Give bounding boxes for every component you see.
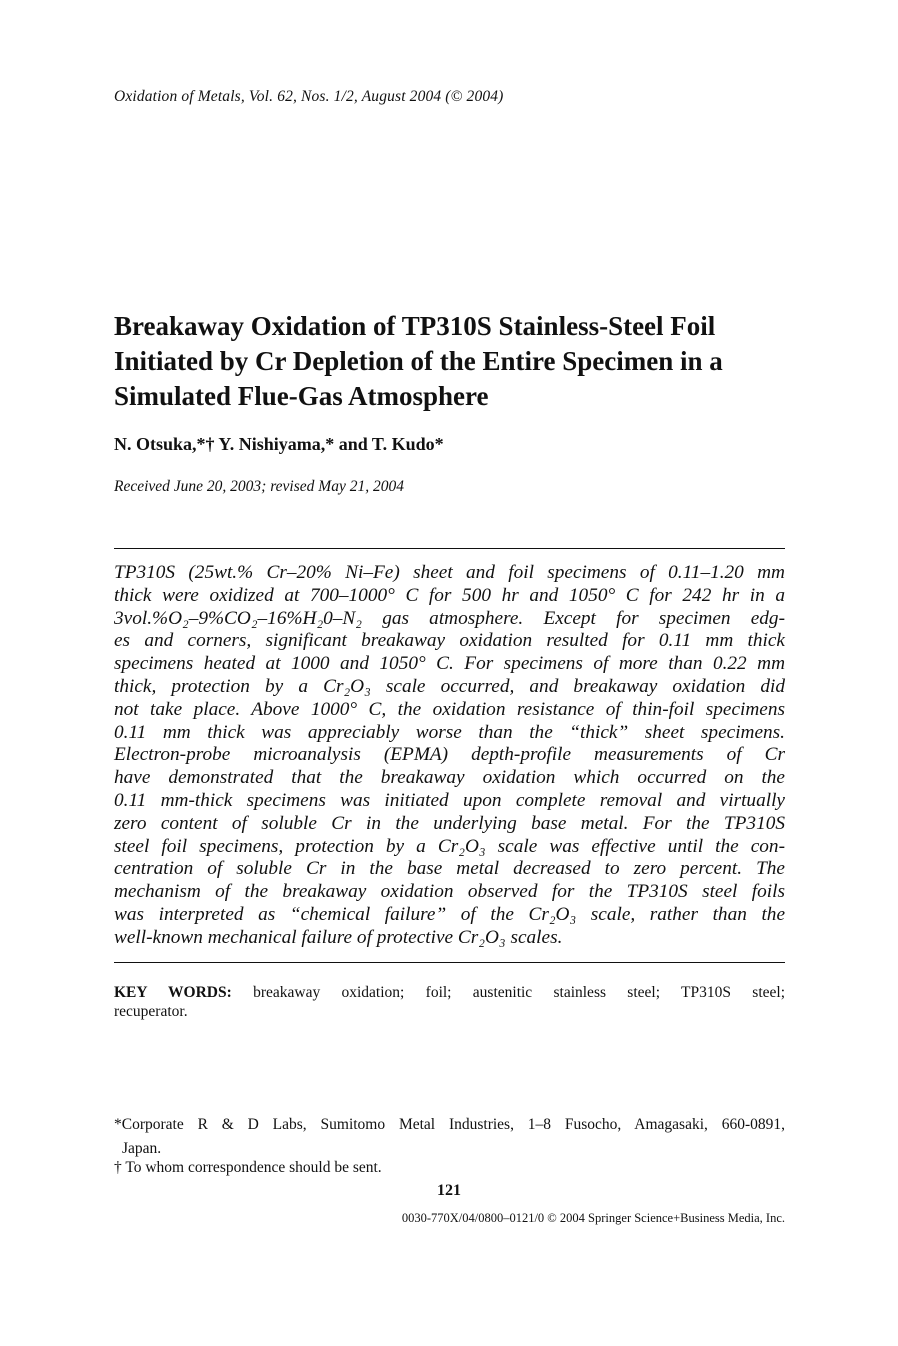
- abstract-line: zero content of soluble Cr in the underlying base metal. For the TP310S: [114, 812, 785, 834]
- page-number-container: [0, 1182, 898, 1200]
- abstract-line: not take place. Above 1000° C, the oxidation resistance of thin-foil specimens: [114, 698, 785, 720]
- title-line: Initiated by Cr Depletion of the Entire Specimen in a: [114, 346, 723, 376]
- affiliation-footnote: *Corporate R & D Labs, Sumitomo Metal Industries, 1–8 Fusocho, Amagasaki, 660-0891,: [114, 1116, 785, 1133]
- abstract-line: steel foil specimens, protection by a Cr₂O₃ scale was effective until the con-: [114, 835, 785, 857]
- abstract-line: thick were oxidized at 700–1000° C for 500 hr and 1050° C for 242 hr in a: [114, 584, 785, 606]
- abstract-line: 0.11 mm thick was appreciably worse than the “thick” sheet specimens.: [114, 721, 785, 743]
- title-line: Breakaway Oxidation of TP310S Stainless-Steel Foil: [114, 311, 716, 341]
- abstract-line: TP310S (25wt.% Cr–20% Ni–Fe) sheet and foil specimens of 0.11–1.20 mm: [114, 562, 785, 583]
- keywords-line-continued: recuperator.: [114, 1003, 188, 1020]
- abstract-line: mechanism of the breakaway oxidation observed for the TP310S steel foils: [114, 881, 785, 903]
- keywords-line: [114, 983, 785, 1002]
- affiliation-footnote-continued: Japan.: [122, 1140, 162, 1157]
- article-title: [114, 309, 794, 414]
- abstract-line: Electron-probe microanalysis (EPMA) depth-profile measurements of Cr: [114, 744, 785, 766]
- journal-header: Oxidation of Metals, Vol. 62, Nos. 1/2, August 2004 (© 2004): [114, 88, 504, 105]
- abstract-line: 3vol.%O₂–9%CO₂–16%H₂0–N₂ gas atmosphere. Except for specimen edg-: [114, 607, 785, 629]
- abstract-line: specimens heated at 1000 and 1050° C. For specimens of more than 0.22 mm: [114, 653, 785, 675]
- abstract-line: es and corners, significant breakaway oxidation resulted for 0.11 mm thick: [114, 630, 785, 652]
- keywords-label: KEY WORDS:: [114, 984, 232, 1001]
- keywords-list: breakaway oxidation; foil; austenitic stainless steel; TP310S steel;: [253, 984, 785, 1001]
- abstract: [114, 562, 785, 950]
- page-number: 121: [437, 1182, 461, 1199]
- title-line: Simulated Flue-Gas Atmosphere: [114, 381, 489, 411]
- copyright-line: 0030-770X/04/0800–0121/0 © 2004 Springer Science+Business Media, Inc.: [401, 1211, 785, 1225]
- correspondence-footnote: † To whom correspondence should be sent.: [114, 1159, 382, 1176]
- abstract-line: was interpreted as “chemical failure” of the Cr₂O₃ scale, rather than the: [114, 903, 785, 925]
- abstract-line: centration of soluble Cr in the base metal decreased to zero percent. The: [114, 858, 785, 880]
- abstract-line: have demonstrated that the breakaway oxidation which occurred on the: [114, 767, 785, 789]
- abstract-line: well-known mechanical failure of protective Cr₂O₃ scales.: [114, 926, 563, 948]
- abstract-top-rule: [114, 548, 785, 549]
- abstract-line: 0.11 mm-thick specimens was initiated upon complete removal and virtually: [114, 789, 785, 811]
- abstract-bottom-rule: [114, 962, 785, 963]
- keywords: [114, 983, 785, 1021]
- received-dates: Received June 20, 2003; revised May 21, 2004: [114, 478, 404, 495]
- author-list: N. Otsuka,*† Y. Nishiyama,* and T. Kudo*: [114, 434, 444, 454]
- abstract-line: thick, protection by a Cr₂O₃ scale occurred, and breakaway oxidation did: [114, 675, 785, 697]
